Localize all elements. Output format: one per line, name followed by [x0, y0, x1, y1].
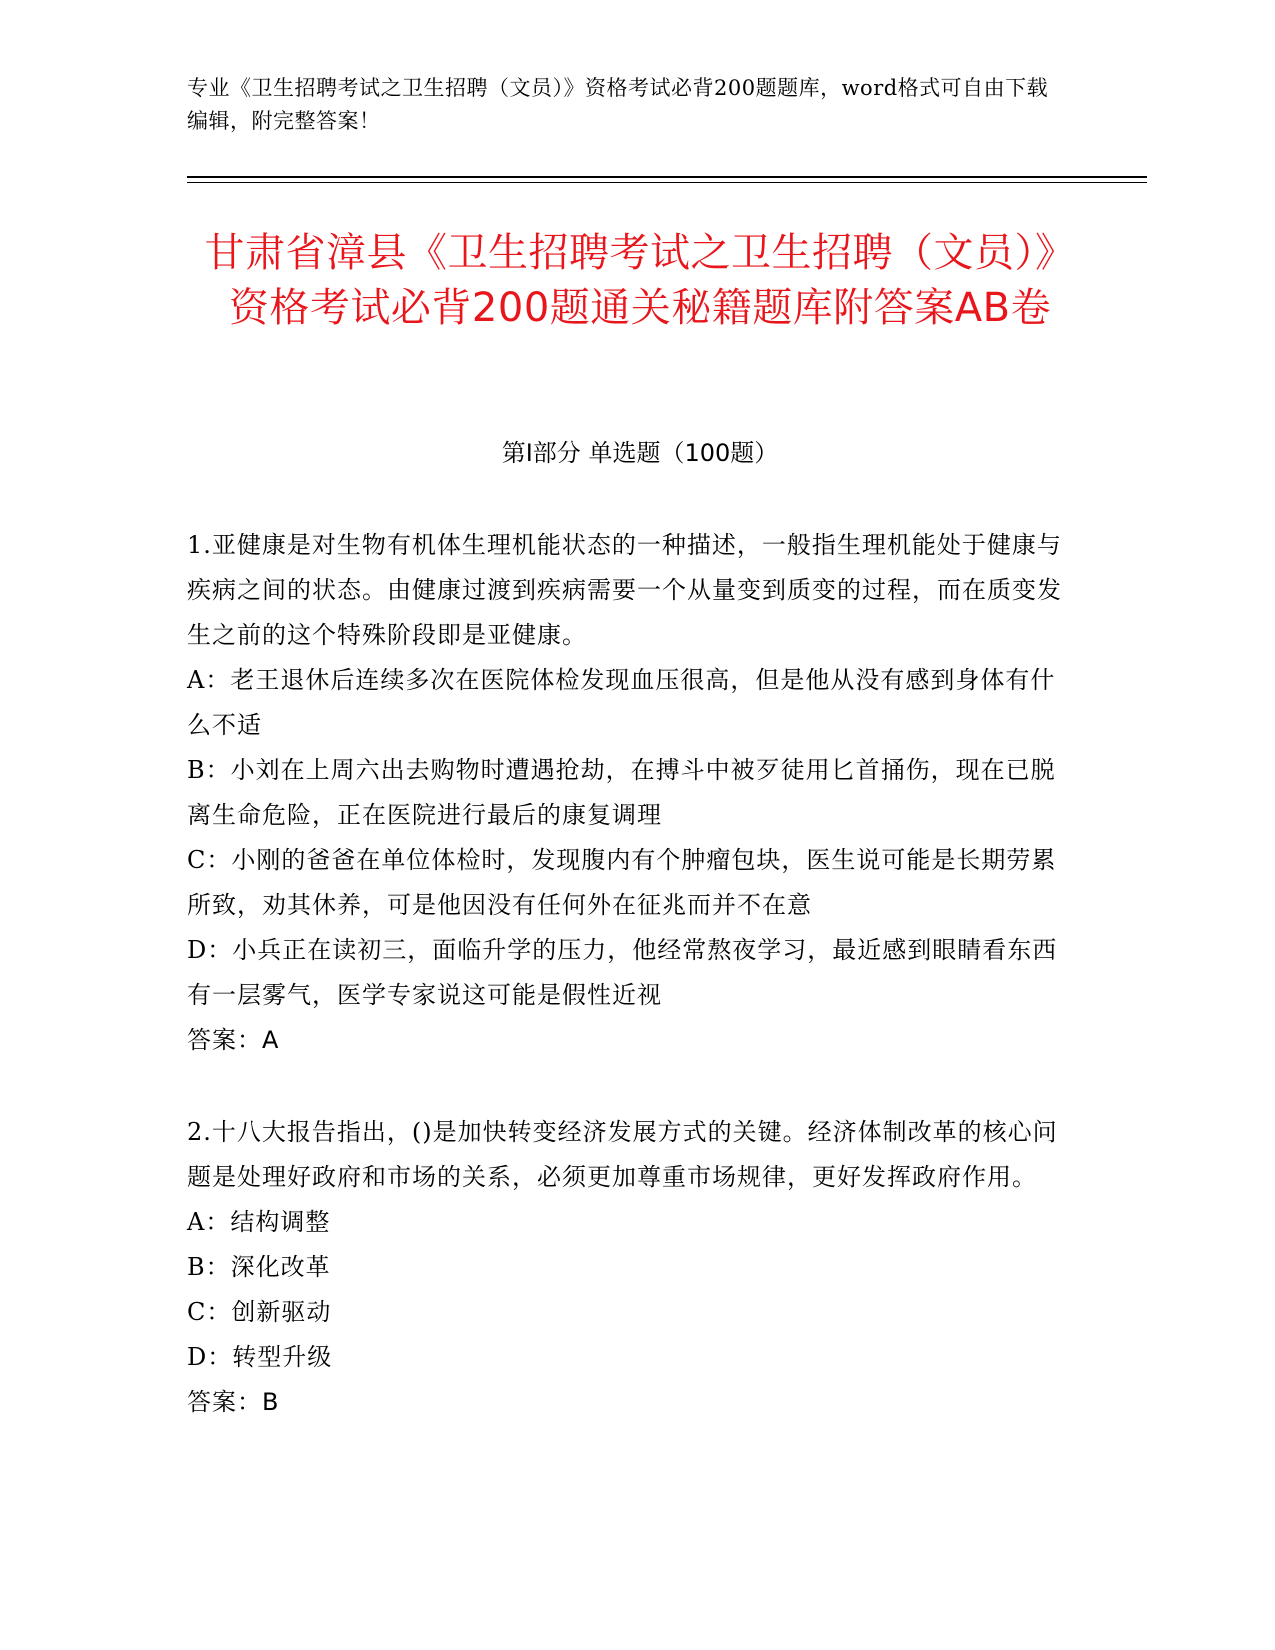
- section-title: 第I部分 单选题（100题）: [501, 439, 779, 467]
- option-b: B：小刘在上周六出去购物时遭遇抢劫，在搏斗中被歹徒用匕首捅伤，现在已脱离生命危险，正在医院进行最后的康复调理: [187, 756, 1056, 829]
- question-text: 1.亚健康是对生物有机体生理机能状态的一种描述，一般指生理机能处于健康与疾病之间的状态。由健康过渡到疾病需要一个从量变到质变的过程，而在质变发生之前的这个特殊阶段即是亚健康。: [187, 531, 1062, 649]
- option-b: B：深化改革: [187, 1253, 331, 1281]
- question-1: [187, 523, 1067, 1063]
- question-text: 2.十八大报告指出，()是加快转变经济发展方式的关键。经济体制改革的核心问题是处理好政府和市场的关系，必须更加尊重市场规律，更好发挥政府作用。: [187, 1118, 1058, 1191]
- option-a: A：结构调整: [187, 1208, 331, 1236]
- answer: 答案：A: [187, 1026, 280, 1054]
- option-d: D：小兵正在读初三，面临升学的压力，他经常熬夜学习，最近感到眼睛看东西有一层雾气，医学专家说这可能是假性近视: [187, 936, 1058, 1009]
- option-a: A：老王退休后连续多次在医院体检发现血压很高，但是他从没有感到身体有什么不适: [187, 666, 1056, 739]
- option-d: D：转型升级: [187, 1343, 333, 1371]
- header-rule-thick: [187, 176, 1147, 178]
- option-c: C：小刚的爸爸在单位体检时，发现腹内有个肿瘤包块，医生说可能是长期劳累所致，劝其休养，可是他因没有任何外在征兆而并不在意: [187, 846, 1057, 919]
- header-rule-thin: [187, 182, 1147, 183]
- question-2: [187, 1110, 1067, 1425]
- answer: 答案：B: [187, 1388, 280, 1416]
- header-note: 专业《卫生招聘考试之卫生招聘（文员）》资格考试必背200题题库，word格式可自由下载编辑，附完整答案！: [187, 76, 1049, 133]
- document-title: 甘肃省漳县《卫生招聘考试之卫生招聘（文员）》资格考试必背200题通关秘籍题库附答案AB卷: [204, 230, 1076, 331]
- option-c: C：创新驱动: [187, 1298, 332, 1326]
